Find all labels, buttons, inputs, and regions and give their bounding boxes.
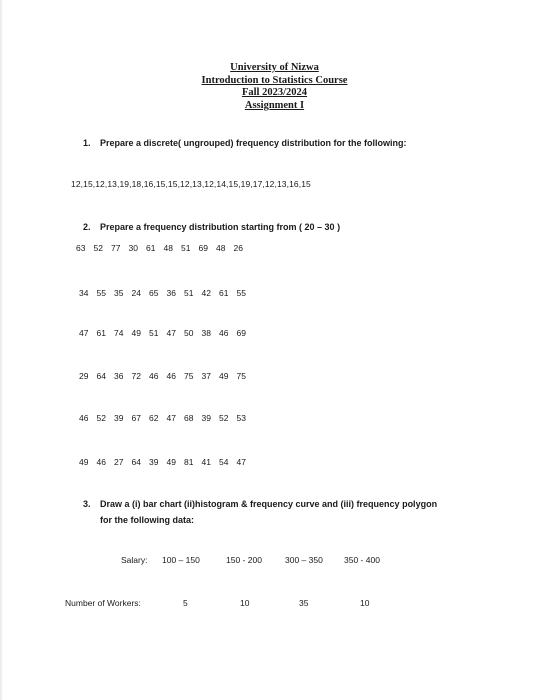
document-header: [0, 62, 549, 112]
data-value: 41: [201, 457, 211, 467]
data-value: 35: [114, 288, 124, 298]
data-row-1: [76, 243, 251, 253]
data-row-6: [79, 457, 254, 467]
data-value: 53: [236, 413, 246, 423]
data-row-4: [79, 371, 254, 381]
data-value: 61: [146, 243, 156, 253]
data-row-3: [79, 328, 254, 338]
data-value: 50: [184, 328, 194, 338]
data-value: 47: [79, 328, 89, 338]
question-1-data: 12,15,12,13,19,18,16,15,15,12,13,12,14,15,19,17,12,13,16,15: [71, 179, 311, 189]
data-value: 52: [219, 413, 229, 423]
data-value: 51: [181, 243, 191, 253]
data-value: 55: [96, 288, 106, 298]
data-value: 52: [93, 243, 103, 253]
data-value: 64: [96, 371, 106, 381]
data-value: 49: [219, 371, 229, 381]
data-value: 63: [76, 243, 86, 253]
data-value: 77: [111, 243, 121, 253]
data-value: 47: [166, 328, 176, 338]
data-value: 38: [201, 328, 211, 338]
data-value: 72: [131, 371, 141, 381]
question-1: [83, 138, 407, 148]
question-1-number: 1.: [83, 138, 91, 148]
data-value: 49: [131, 328, 141, 338]
data-value: 65: [149, 288, 159, 298]
workers-label: Number of Workers:: [65, 598, 141, 608]
salary-class-3: 300 – 350: [285, 555, 323, 565]
question-3-number: 3.: [83, 499, 91, 509]
data-value: 48: [163, 243, 173, 253]
data-value: 49: [166, 457, 176, 467]
question-1-text: Prepare a discrete( ungrouped) frequency distribution for the following:: [100, 138, 407, 148]
university-name: University of Nizwa: [230, 62, 319, 73]
data-value: 29: [79, 371, 89, 381]
data-value: 68: [184, 413, 194, 423]
data-value: 39: [114, 413, 124, 423]
data-value: 39: [201, 413, 211, 423]
data-value: 30: [128, 243, 138, 253]
data-value: 64: [131, 457, 141, 467]
data-value: 46: [79, 413, 89, 423]
question-3-text-line1: Draw a (i) bar chart (ii)histogram & frequency curve and (iii) frequency polygon: [100, 499, 438, 509]
data-value: 51: [149, 328, 159, 338]
data-value: 61: [219, 288, 229, 298]
workers-count-3: 35: [299, 598, 309, 608]
data-value: 36: [114, 371, 124, 381]
data-value: 27: [114, 457, 124, 467]
data-value: 48: [216, 243, 226, 253]
data-value: 34: [79, 288, 89, 298]
data-value: 46: [219, 328, 229, 338]
data-value: 39: [149, 457, 159, 467]
question-2-text: Prepare a frequency distribution starting from ( 20 – 30 ): [100, 222, 341, 232]
salary-class-1: 100 – 150: [162, 555, 200, 565]
data-value: 37: [201, 371, 211, 381]
workers-count-4: 10: [360, 598, 370, 608]
data-value: 49: [79, 457, 89, 467]
data-value: 46: [166, 371, 176, 381]
data-value: 47: [236, 457, 246, 467]
data-value: 54: [219, 457, 229, 467]
data-value: 26: [233, 243, 243, 253]
workers-count-2: 10: [240, 598, 250, 608]
data-value: 24: [131, 288, 141, 298]
workers-count-1: 5: [183, 598, 188, 608]
term: Fall 2023/2024: [241, 87, 308, 98]
data-value: 74: [114, 328, 124, 338]
data-value: 75: [184, 371, 194, 381]
data-value: 62: [149, 413, 159, 423]
data-value: 52: [96, 413, 106, 423]
data-value: 67: [131, 413, 141, 423]
data-value: 61: [96, 328, 106, 338]
salary-class-4: 350 - 400: [344, 555, 380, 565]
question-2: [83, 222, 340, 232]
data-value: 69: [198, 243, 208, 253]
data-value: 42: [201, 288, 211, 298]
assignment-title: Assignment I: [244, 99, 305, 111]
data-value: 51: [184, 288, 194, 298]
data-value: 69: [236, 328, 246, 338]
data-value: 46: [96, 457, 106, 467]
data-value: 55: [236, 288, 246, 298]
data-row-2: [79, 288, 254, 298]
data-value: 75: [236, 371, 246, 381]
course-title: Introduction to Statistics Course: [201, 74, 348, 86]
question-2-number: 2.: [83, 222, 91, 232]
question-3: [83, 499, 437, 509]
data-value: 81: [184, 457, 194, 467]
data-value: 46: [149, 371, 159, 381]
salary-label: Salary:: [121, 555, 148, 565]
question-3-text-line2: for the following data:: [100, 515, 194, 525]
salary-class-2: 150 - 200: [226, 555, 262, 565]
data-value: 47: [166, 413, 176, 423]
data-value: 36: [166, 288, 176, 298]
data-row-5: [79, 413, 254, 423]
